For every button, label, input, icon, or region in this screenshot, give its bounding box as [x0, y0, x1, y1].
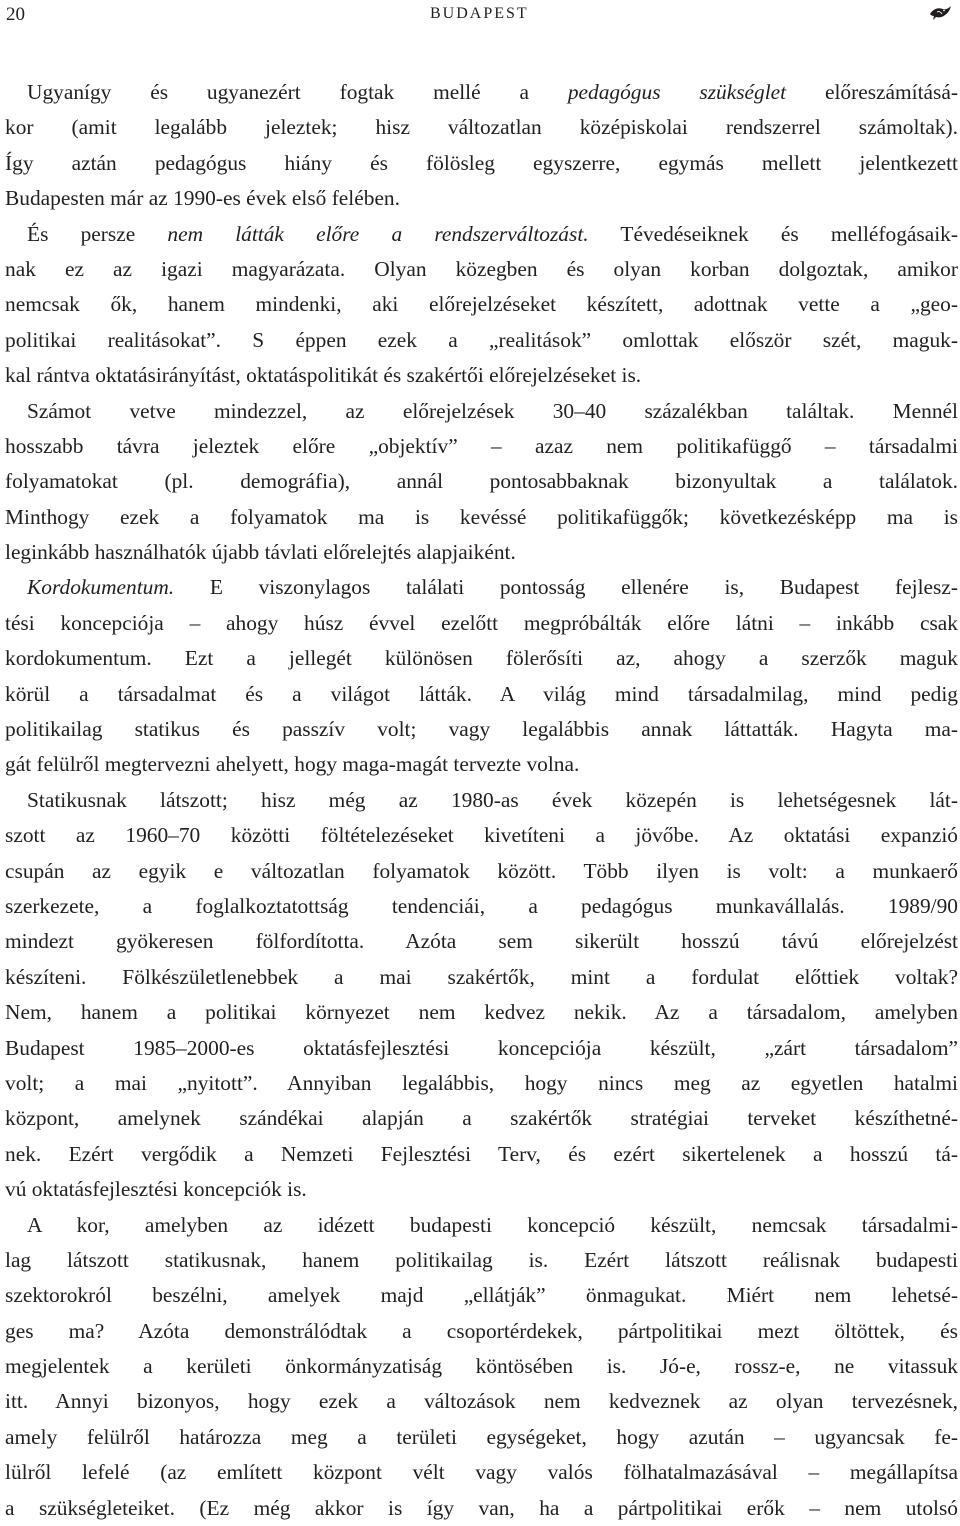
- text-run: Ugyanígy és ugyanezért fogtak mellé a: [27, 80, 568, 104]
- text-run: Budapesten már az 1990-es évek első felében.: [5, 186, 400, 211]
- text-line: [5, 217, 958, 252]
- text-line: [5, 995, 958, 1030]
- text-line: [5, 1455, 958, 1490]
- text-run: politikailag statikus és passzív volt; vagy legalábbis annak láttatták. Hagyta ma-: [5, 717, 958, 742]
- text-line: [5, 1384, 958, 1419]
- text-line: [5, 1172, 958, 1207]
- text-run: hosszabb távra jeleztek előre „objektív” – azaz nem politikafüggő – társadalmi: [5, 433, 958, 458]
- text-line: [5, 323, 958, 358]
- text-run: központ, amelynek szándékai alapján a szakértők stratégiai terveket készíthetné-: [5, 1106, 958, 1131]
- text-run: csupán az egyik e változatlan folyamatok között. Több ilyen is volt: a munkaerő: [5, 858, 958, 883]
- text-run: itt. Annyi bizonyos, hogy ezek a változások nem kedveznek az olyan tervezésnek,: [5, 1389, 958, 1414]
- running-head: BUDAPEST: [430, 5, 529, 22]
- bird-ornament-icon: [928, 3, 952, 25]
- text-line: [5, 1420, 958, 1455]
- text-line: [5, 570, 958, 605]
- text-line: [5, 110, 958, 145]
- text-line: [5, 818, 958, 853]
- text-line: [5, 535, 958, 570]
- text-line: [5, 358, 958, 393]
- text-line: [5, 1491, 958, 1526]
- text-run: Nem, hanem a politikai környezet nem kedvez nekik. Az a társadalom, amelyben: [5, 1000, 958, 1025]
- text-line: [5, 1066, 958, 1101]
- text-line: [5, 677, 958, 712]
- text-line: [5, 641, 958, 676]
- text-run: Így aztán pedagógus hiány és fölösleg egyszerre, egymás mellett jelentkezett: [5, 150, 958, 175]
- text-line: [5, 889, 958, 924]
- text-line: [5, 1278, 958, 1313]
- text-run: a szükségleteiket. (Ez még akkor is így van, ha a pártpolitikai erők – nem utolsó: [5, 1495, 958, 1520]
- text-run: nek. Ezért vergődik a Nemzeti Fejlesztési Terv, és ezért sikertelenek a hosszú tá-: [5, 1141, 958, 1166]
- text-line: [5, 783, 958, 818]
- text-run: szektorokról beszélni, amelyek majd „ellátják” önmagukat. Miért nem lehetsé-: [5, 1283, 958, 1308]
- text-run: vú oktatásfejlesztési koncepciók is.: [5, 1177, 307, 1202]
- text-run: szott az 1960–70 közötti föltételezéseket kivetíteni a jövőbe. Az oktatási expanzió: [5, 823, 958, 848]
- text-line: [5, 252, 958, 287]
- text-run: Számot vetve mindezzel, az előrejelzések 30–40 százalékban találtak. Mennél: [27, 398, 958, 423]
- text-run: amely felülről határozza meg a területi egységeket, hogy azután – ugyancsak fe-: [5, 1424, 958, 1449]
- text-run: készíteni. Fölkészületlenebbek a mai szakértők, mint a fordulat előttiek voltak?: [5, 964, 958, 989]
- text-line: [5, 146, 958, 181]
- text-line: [5, 747, 958, 782]
- text-line: [5, 924, 958, 959]
- body-text: [5, 75, 958, 1526]
- text-run: Statikusnak látszott; hisz még az 1980-as évek közepén is lehetségesnek lát-: [27, 787, 958, 812]
- text-run: tési koncepciója – ahogy húsz évvel ezelőtt megpróbálták előre látni – inkább csak: [5, 610, 958, 635]
- text-line: [5, 181, 958, 216]
- text-run: A kor, amelyben az idézett budapesti koncepció készült, nemcsak társadalmi-: [27, 1212, 958, 1237]
- text-run: megjelentek a kerületi önkormányzatiság köntösében is. Jó-e, rossz-e, ne vitassuk: [5, 1354, 958, 1379]
- text-line: [5, 429, 958, 464]
- text-run: Minthogy ezek a folyamatok ma is kevéssé politikafüggők; következésképp ma is: [5, 504, 958, 529]
- text-line: [5, 464, 958, 499]
- text-run: nak ez az igazi magyarázata. Olyan közegben és olyan korban dolgoztak, amikor: [5, 256, 958, 281]
- text-line: [5, 1314, 958, 1349]
- text-run: gát felülről megtervezni ahelyett, hogy maga-magát tervezte volna.: [5, 752, 580, 777]
- text-line: [5, 394, 958, 429]
- text-line: [5, 75, 958, 110]
- text-line: [5, 1101, 958, 1136]
- text-line: [5, 960, 958, 995]
- text-run: körül a társadalmat és a világot látták. A világ mind társadalmilag, mind pedig: [5, 681, 958, 706]
- page-header: [0, 0, 960, 34]
- text-run: ges ma? Azóta demonstrálódtak a csoportérdekek, pártpolitikai mezt öltöttek, és: [5, 1318, 958, 1343]
- text-run: folyamatokat (pl. demográfia), annál pontosabbaknak bizonyultak a találatok.: [5, 469, 958, 494]
- text-run: kor (amit legalább jeleztek; hisz változatlan középiskolai rendszerrel számoltak).: [5, 115, 958, 140]
- text-line: [5, 1349, 958, 1384]
- text-run: kordokumentum. Ezt a jellegét különösen fölerősíti az, ahogy a szerzők maguk: [5, 646, 958, 671]
- text-run: lag látszott statikusnak, hanem politikailag is. Ezért látszott reálisnak budapesti: [5, 1247, 958, 1272]
- text-line: [5, 500, 958, 535]
- text-line: [5, 606, 958, 641]
- italic-text-run: nem látták előre a rendszerváltozást.: [167, 221, 589, 246]
- text-run: Budapest 1985–2000-es oktatásfejlesztési koncepciója készült, „zárt társadalom”: [5, 1035, 958, 1060]
- text-line: [5, 854, 958, 889]
- text-run: előreszámításá-: [786, 80, 958, 104]
- text-run: mindezt gyökeresen fölfordította. Azóta sem sikerült hosszú távú előrejelzést: [5, 929, 958, 954]
- text-run: lülről lefelé (az említett központ vélt vagy valós fölhatalmazásával – megállapítsa: [5, 1460, 958, 1485]
- text-run: leginkább használhatók újabb távlati előrelejtés alapjaiként.: [5, 540, 516, 565]
- text-line: [5, 1243, 958, 1278]
- text-run: volt; a mai „nyitott”. Annyiban legalábbis, hogy nincs meg az egyetlen hatalmi: [5, 1070, 958, 1095]
- text-run: nemcsak ők, hanem mindenki, aki előrejelzéseket készített, adottnak vette a „geo-: [5, 292, 958, 317]
- text-run: politikai realitásokat”. S éppen ezek a „realitások” omlottak először szét, maguk-: [5, 327, 958, 352]
- text-line: [5, 1137, 958, 1172]
- text-run: szerkezete, a foglalkoztatottság tendenciái, a pedagógus munkavállalás. 1989/90: [5, 893, 958, 918]
- text-run: És persze: [27, 221, 168, 246]
- text-line: [5, 1031, 958, 1066]
- text-run: kal rántva oktatásirányítást, oktatáspolitikát és szakértői előrejelzéseket is.: [5, 363, 642, 388]
- text-run: Tévedéseiknek és melléfogásaik-: [588, 221, 958, 246]
- italic-text-run: Kordokumentum.: [27, 575, 175, 600]
- italic-text-run: pedagógus szükséglet: [567, 80, 787, 104]
- text-line: [5, 712, 958, 747]
- text-line: [5, 1208, 958, 1243]
- text-line: [5, 287, 958, 322]
- page-number: 20: [6, 4, 25, 25]
- text-run: E viszonylagos találati pontosság ellenére is, Budapest fejlesz-: [174, 575, 958, 600]
